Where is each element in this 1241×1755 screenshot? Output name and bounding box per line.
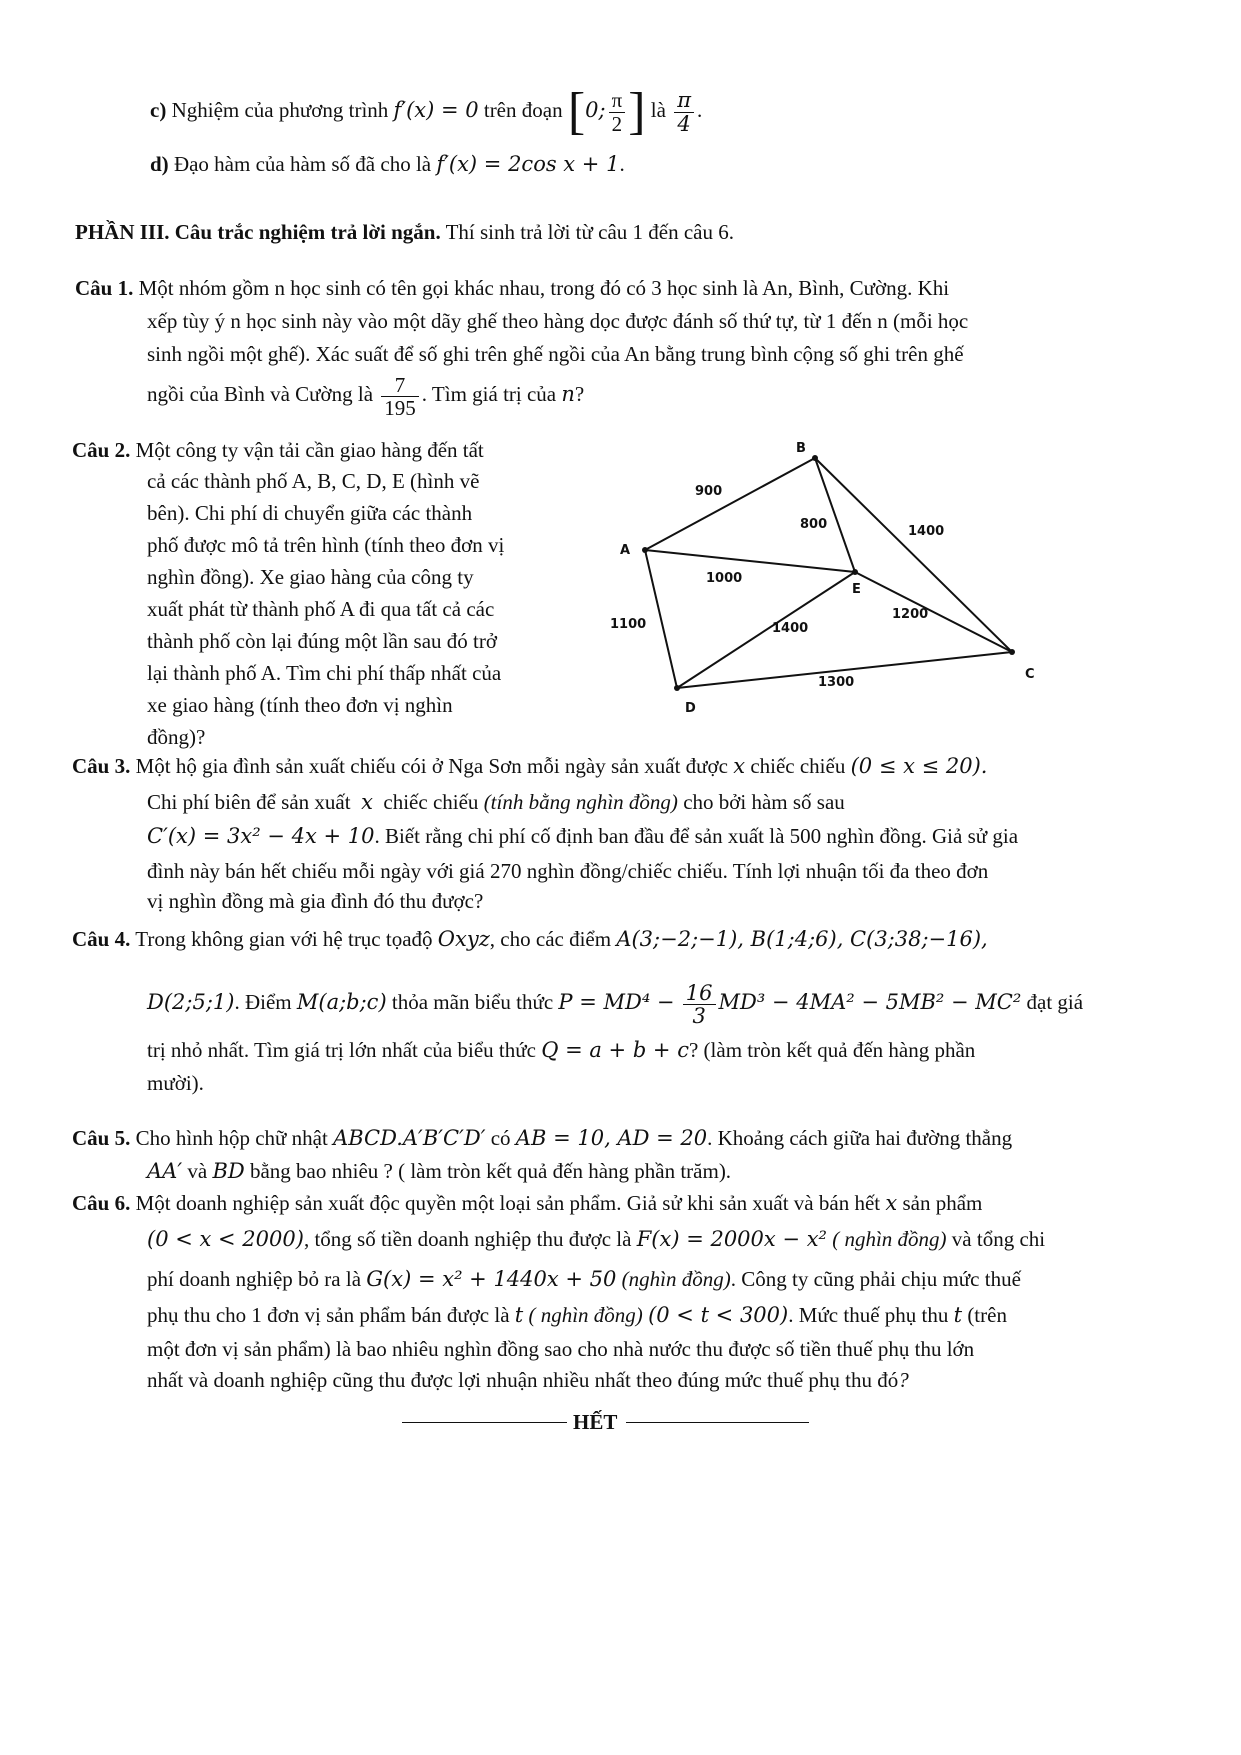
q1-label: Câu 1. (75, 276, 134, 300)
q6-text-3-italic: (nghìn đồng) (621, 1267, 731, 1291)
q3-text-2-italic: (tính bằng nghìn đồng) (483, 790, 678, 814)
q3-line-5: vị nghìn đồng mà gia đình đó thu được? (147, 889, 484, 913)
q2-line-7: thành phố còn lại đúng một lần sau đó trở (147, 629, 497, 653)
q3-text-2a: Chi phí biên để sản xuất (147, 790, 351, 814)
q2-label: Câu 2. (72, 438, 131, 462)
statement-c-label: c) (150, 97, 167, 122)
edge-bc (815, 458, 1012, 652)
q1-text-4b: . Tìm giá trị của (421, 382, 557, 406)
q6-text-4-italic: ( nghìn đồng) (528, 1303, 643, 1327)
statement-c-interval-fraction: $\frac{\pi}{2}$ (609, 89, 626, 134)
q5-dims: AB = 10, AD = 20 (515, 1126, 708, 1150)
q1-var-n: n (561, 382, 575, 406)
q5-text-1b: có (490, 1126, 511, 1150)
q4-text-3b: ? (làm tròn kết quả đến hàng phần (688, 1038, 976, 1062)
q6-end: ? (898, 1368, 909, 1392)
q4-line-4: mười). (147, 1071, 204, 1095)
q6-condition-x: (0 < x < 2000) (147, 1227, 304, 1251)
edge-label-ab: 900 (695, 484, 723, 499)
q6-var-x: x (885, 1191, 898, 1215)
edge-label-ae: 1000 (706, 571, 743, 586)
node-a-dot (642, 547, 648, 553)
q3-line-2 (147, 788, 845, 816)
q6-var-t: t (514, 1303, 524, 1327)
q3-var-x: x (733, 754, 746, 778)
q2-line-5: nghìn đồng). Xe giao hàng của công ty (147, 565, 474, 589)
q6-text-2a: , tổng số tiền doanh nghiệp thu được là (303, 1227, 632, 1251)
statement-c-equation: f′(x) = 0 (393, 97, 479, 122)
q6-var-t-2: t (953, 1303, 963, 1327)
q6-line-3 (147, 1265, 1021, 1293)
q4-text-1a: Trong không gian với hệ trục tọađộ (135, 927, 433, 951)
edge-ab (645, 458, 815, 550)
statement-c-end: . (697, 97, 703, 122)
edge-de (677, 572, 855, 688)
q4-line-2 (147, 980, 1083, 1027)
q4-text-1b: , cho các điểm (489, 927, 612, 951)
part3-heading-rest: Thí sinh trả lời từ câu 1 đến câu 6. (445, 220, 735, 244)
q6-text-4a: phụ thu cho 1 đơn vị sản phẩm bán được là (147, 1303, 510, 1327)
q2-line-9: xe giao hàng (tính theo đơn vị nghìn (147, 693, 453, 717)
q4-expression-q: Q = a + b + c (541, 1038, 689, 1062)
q1-end: ? (574, 382, 585, 406)
end-mark: HẾT (573, 1410, 618, 1434)
q6-revenue-formula: F(x) = 2000x − x² (636, 1227, 827, 1251)
statement-d (150, 150, 625, 178)
q6-text-4c: (trên (967, 1303, 1007, 1327)
q1-line-4 (147, 372, 584, 419)
edge-label-ad: 1100 (610, 617, 647, 632)
node-label-e: E (852, 582, 861, 597)
q3-text-3: . Biết rằng chi phí cố định ban đầu để sản xuất là 500 nghìn đồng. Giả sử gia (374, 824, 1019, 848)
q1-line-1 (75, 274, 949, 302)
q5-text-2b: bằng bao nhiêu ? ( làm tròn kết quả đến hàng phần trăm). (249, 1159, 732, 1183)
q4-line-3 (147, 1036, 975, 1064)
node-label-a: A (620, 543, 631, 558)
q3-var-x-2: x (361, 790, 373, 814)
edge-be (815, 458, 855, 572)
q3-marginal-cost-formula: C′(x) = 3x² − 4x + 10 (147, 824, 375, 848)
end-rule-left (402, 1422, 567, 1423)
node-b-dot (812, 455, 818, 461)
q6-line-5: một đơn vị sản phẩm) là bao nhiêu nghìn đồng sao cho nhà nước thu được số tiền thuế phụ thu lớn (147, 1337, 975, 1361)
q1-line-2: xếp tùy ý n học sinh này vào một dãy ghế theo hàng dọc được đánh số thứ tự, từ 1 đến n (mỗi học (147, 309, 969, 333)
edge-ec (855, 572, 1012, 652)
q2-text-0: Một công ty vận tải cần giao hàng đến tất (135, 438, 484, 462)
right-bracket-icon: ] (628, 83, 646, 140)
q3-text-2b: chiếc chiếu (383, 790, 479, 814)
q6-text-2-italic: ( nghìn đồng) (832, 1227, 947, 1251)
q3-line-3 (147, 822, 1018, 850)
edge-label-bc: 1400 (908, 524, 945, 539)
q4-point-m: M(a;b;c) (296, 990, 387, 1014)
q6-text-1b: sản phẩm (902, 1191, 983, 1215)
edge-ae (645, 550, 855, 572)
q2-line-8: lại thành phố A. Tìm chi phí thấp nhất của (147, 661, 502, 685)
statement-d-end: . (619, 152, 625, 176)
edge-label-ec: 1200 (892, 607, 929, 622)
q3-text-2c: cho bởi hàm số sau (683, 790, 845, 814)
q6-line-2 (147, 1225, 1045, 1253)
statement-d-label: d) (150, 152, 169, 176)
q6-text-4b: . Mức thuế phụ thu (788, 1303, 949, 1327)
edge-ad (645, 550, 677, 688)
q6-text-6: nhất và doanh nghiệp cũng thu được lợi nhuận nhiều nhất theo đúng mức thuế phụ thu đó (147, 1368, 899, 1392)
q1-line-3: sinh ngồi một ghế). Xác suất để số ghi trên ghế ngồi của An bằng trung bình cộng số ghi trên ghế (147, 342, 964, 366)
q4-points: A(3;−2;−1), B(1;4;6), C(3;38;−16), (616, 927, 988, 951)
edge-label-be: 800 (800, 517, 828, 532)
q2-line-1 (72, 436, 484, 464)
q4-fraction: $\frac{16}{3}$ (683, 982, 716, 1027)
q1-text-1: Một nhóm gồm n học sinh có tên gọi khác nhau, trong đó có 3 học sinh là An, Bình, Cường. Khi (138, 276, 950, 300)
q2-line-3: bên). Chi phí di chuyển giữa các thành (147, 501, 473, 525)
q3-line-1 (72, 752, 987, 780)
q5-text-1a: Cho hình hộp chữ nhật (135, 1126, 328, 1150)
edge-label-de: 1400 (772, 621, 809, 636)
q2-line-2: cả các thành phố A, B, C, D, E (hình vẽ (147, 469, 480, 493)
q5-line-aa: AA′ (147, 1159, 183, 1183)
statement-c-answer-fraction: $\frac{\pi}{4}$ (674, 89, 694, 134)
node-c-dot (1009, 649, 1015, 655)
q5-box: ABCD.A′B′C′D′ (333, 1126, 486, 1150)
part3-heading (75, 218, 734, 246)
q6-text-3a: phí doanh nghiệp bỏ ra là (147, 1267, 362, 1291)
node-label-b: B (796, 441, 806, 456)
statement-c-text-3: là (650, 97, 666, 122)
statement-c-text-1: Nghiệm của phương trình (171, 97, 389, 122)
q4-expression-p-rest: MD³ − 4MA² − 5MB² − MC² (718, 990, 1022, 1014)
node-d-dot (674, 685, 680, 691)
q6-line-1 (72, 1189, 982, 1217)
left-bracket-icon: [ (567, 83, 586, 140)
node-label-d: D (685, 701, 696, 716)
q6-text-1a: Một doanh nghiệp sản xuất độc quyền một loại sản phẩm. Giả sử khi sản xuất và bán hết (135, 1191, 881, 1215)
q4-text-2b: thỏa mãn biểu thức (391, 990, 554, 1014)
q4-line-1 (72, 925, 988, 953)
q5-text-2a: và (187, 1159, 208, 1183)
edge-label-dc: 1300 (818, 675, 855, 690)
q4-oxyz: Oxyz (437, 927, 490, 951)
q5-line-1 (72, 1124, 1012, 1152)
q4-expression-p: P = MD⁴ − (558, 990, 675, 1014)
q6-line-4 (147, 1301, 1007, 1329)
part3-heading-bold: PHẦN III. Câu trắc nghiệm trả lời ngắn. (75, 220, 441, 244)
q4-text-2c: đạt giá (1026, 990, 1084, 1014)
q4-text-2a: . Điểm (234, 990, 292, 1014)
q3-condition: (0 ≤ x ≤ 20). (850, 754, 988, 778)
city-route-diagram (600, 430, 1040, 720)
q3-line-4: đình này bán hết chiếu mỗi ngày với giá 270 nghìn đồng/chiếc chiếu. Tính lợi nhuận tối đa theo đơn (147, 859, 989, 883)
q5-text-1c: . Khoảng cách giữa hai đường thẳng (707, 1126, 1013, 1150)
q6-text-3b: . Công ty cũng phải chịu mức thuế (730, 1267, 1021, 1291)
q2-line-4: phố được mô tả trên hình (tính theo đơn vị (147, 533, 505, 557)
statement-d-text: Đạo hàm của hàm số đã cho là (173, 152, 432, 176)
statement-c-text-2: trên đoạn (483, 97, 563, 122)
q3-text-1b: chiếc chiếu (750, 754, 846, 778)
statement-d-formula: f′(x) = 2cos x + 1 (436, 152, 620, 176)
q6-condition-t: (0 < t < 300) (648, 1303, 789, 1327)
node-label-c: C (1025, 667, 1035, 682)
q4-point-d: D(2;5;1) (147, 990, 235, 1014)
end-rule-right (626, 1422, 809, 1423)
q6-text-2b: và tổng chi (951, 1227, 1046, 1251)
statement-c (150, 83, 703, 140)
q1-probability-fraction: $\frac{7}{195}$ (381, 374, 419, 419)
q4-label: Câu 4. (72, 927, 131, 951)
q1-text-4a: ngồi của Bình và Cường là (147, 382, 374, 406)
node-e-dot (852, 569, 858, 575)
q5-line-bd: BD (212, 1159, 245, 1183)
statement-c-interval-left: 0; (585, 97, 606, 122)
q2-line-6: xuất phát từ thành phố A đi qua tất cả các (147, 597, 495, 621)
q2-line-10: đồng)? (147, 725, 206, 749)
q6-label: Câu 6. (72, 1191, 131, 1215)
q3-text-1a: Một hộ gia đình sản xuất chiếu cói ở Nga Sơn mỗi ngày sản xuất được (135, 754, 728, 778)
q3-label: Câu 3. (72, 754, 131, 778)
q5-label: Câu 5. (72, 1126, 131, 1150)
q6-line-6 (147, 1366, 909, 1394)
q5-line-2 (147, 1157, 731, 1185)
q6-cost-formula: G(x) = x² + 1440x + 50 (366, 1267, 617, 1291)
q4-text-3a: trị nhỏ nhất. Tìm giá trị lớn nhất của biểu thức (147, 1038, 536, 1062)
